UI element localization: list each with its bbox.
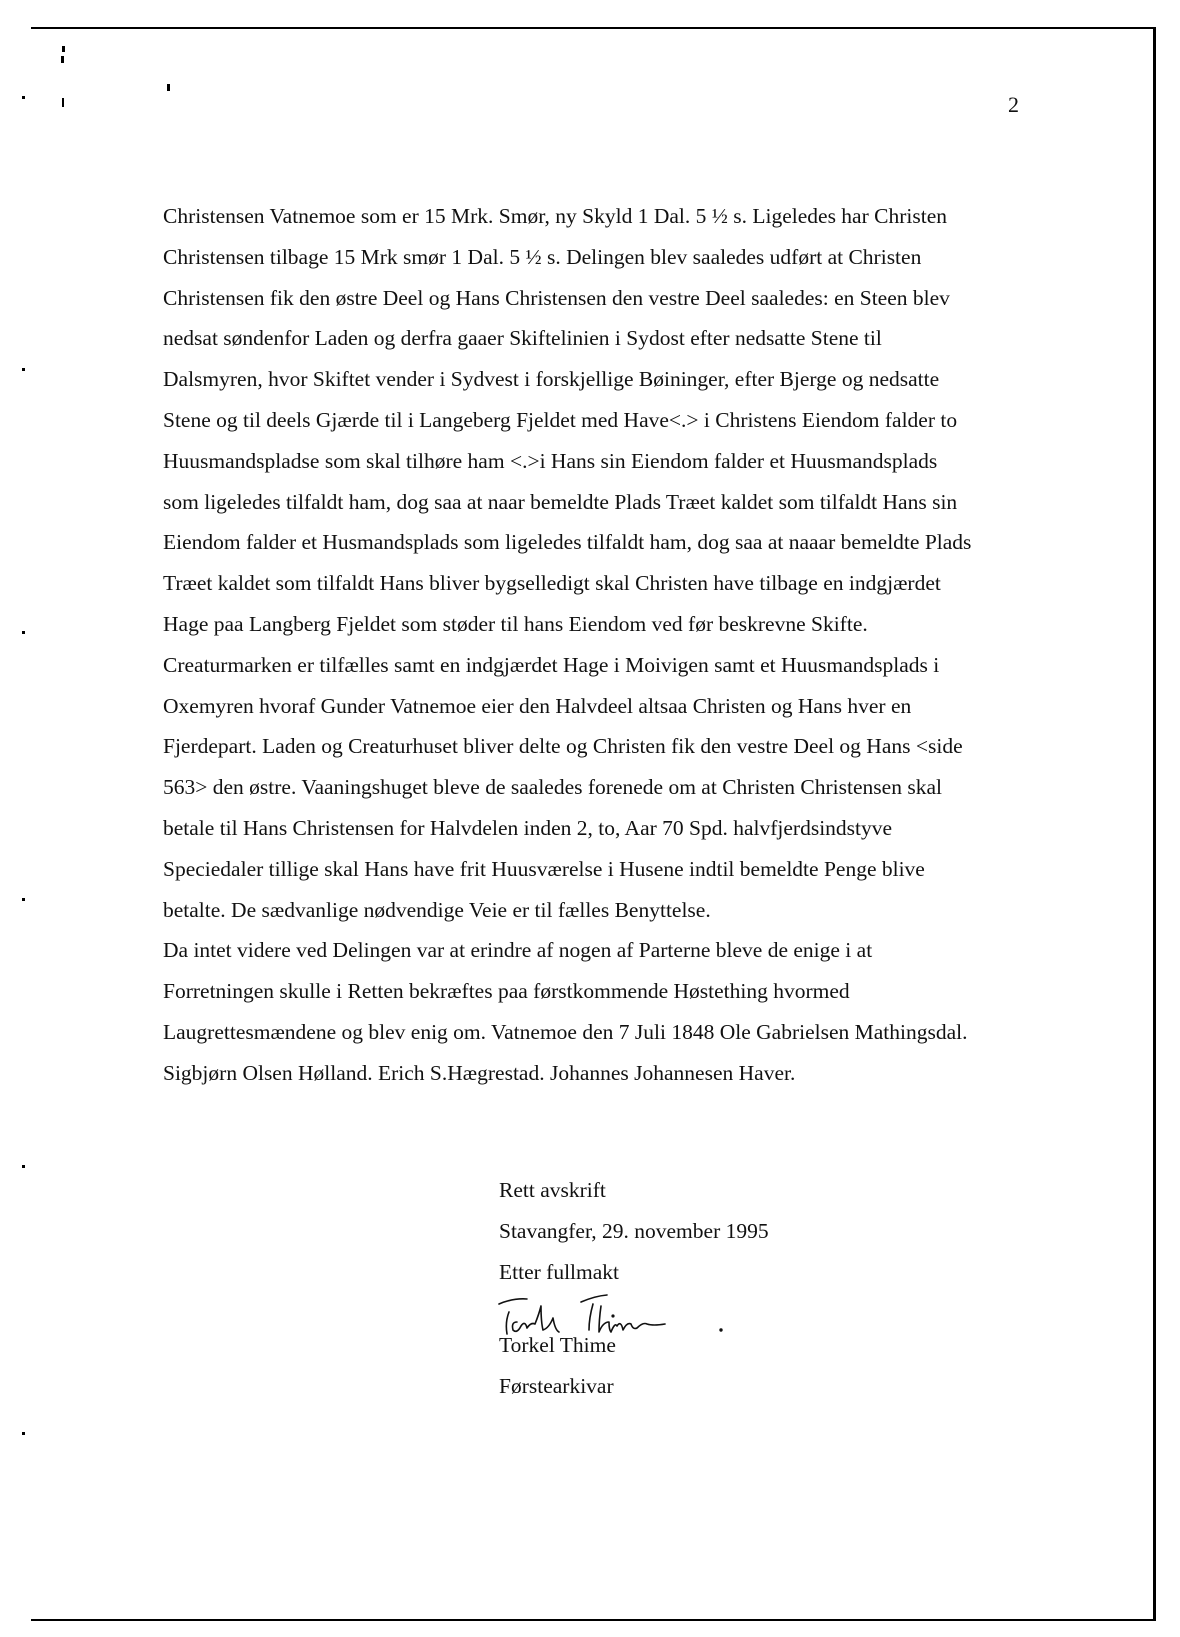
body-line: Huusmandspladse som skal tilhøre ham <.>i Hans sin Eiendom falder et Huusmandsplads [163,448,938,473]
scan-mark [61,56,64,63]
page-number: 2 [1008,92,1019,117]
attestation-heading: Rett avskrift [499,1178,606,1202]
scan-mark [22,1165,25,1168]
body-line: Christensen Vatnemoe som er 15 Mrk. Smør, ny Skyld 1 Dal. 5 ½ s. Ligeledes har Christen [163,204,947,228]
signer-name: Torkel Thime [499,1333,616,1357]
body-line: Creaturmarken er tilfælles samt en indgjærdet Hage i Moivigen samt et Huusmandsplads i [163,652,940,677]
scan-mark [167,84,170,91]
body-line: Træet kaldet som tilfaldt Hans bliver bygselledigt skal Christen have tilbage en indgjærdet [163,571,941,596]
body-line: betalte. De sædvanlige nødvendige Veie er til fælles Benyttelse. [163,897,711,922]
body-line: Stene og til deels Gjærde til i Langeberg Fjeldet med Have<.> i Christens Eiendom falder to [163,407,958,432]
body-line: Speciedaler tillige skal Hans have frit Huusværelse i Husene indtil bemeldte Penge blive [163,856,925,881]
signer-title: Førstearkivar [499,1374,614,1398]
body-line: Hage paa Langberg Fjeldet som støder til hans Eiendom ved før beskrevne Skifte. [163,611,868,636]
body-line: Laugrettesmændene og blev enig om. Vatnemoe den 7 Juli 1848 Ole Gabrielsen Mathingsdal. [163,1019,968,1044]
body-line: Eiendom falder et Husmandsplads som ligeledes tilfaldt ham, dog saa at naaar bemeldte Plads [163,530,972,555]
scan-mark [22,1432,25,1435]
body-line: Fjerdepart. Laden og Creaturhuset bliver delte og Christen fik den vestre Deel og Hans <side [163,734,963,759]
body-line: Sigbjørn Olsen Hølland. Erich S.Hægrestad. Johannes Johannesen Haver. [163,1060,796,1085]
body-line: Christensen tilbage 15 Mrk smør 1 Dal. 5 ½ s. Delingen blev saaledes udført at Christen [163,244,922,269]
body-line: Da intet videre ved Delingen var at erindre af nogen af Parterne bleve de enige i at [163,938,873,963]
body-line: Oxemyren hvoraf Gunder Vatnemoe eier den Halvdeel altsaa Christen og Hans hver en [163,693,912,718]
body-line: nedsat søndenfor Laden og derfra gaaer Skiftelinien i Sydost efter nedsatte Stene til [163,326,882,351]
body-line: 563> den østre. Vaaningshuget bleve de saaledes forenede om at Christen Christensen skal [163,775,942,800]
scan-mark [22,368,25,371]
body-line: Forretningen skulle i Retten bekræftes paa førstkommende Høstething hvormed [163,979,850,1004]
body-line: som ligeledes tilfaldt ham, dog saa at naar bemeldte Plads Træet kaldet som tilfaldt Hans sin [163,489,958,514]
attestation-place-date: Stavangfer, 29. november 1995 [499,1218,769,1243]
body-line: betale til Hans Christensen for Halvdelen inden 2, to, Aar 70 Spd. halvfjerdsindstyve [163,815,893,840]
transcription-body [163,196,1043,1094]
scan-mark [62,98,64,107]
scan-mark [62,46,65,52]
body-line: Christensen fik den østre Deel og Hans Christensen den vestre Deel saaledes: en Steen blev [163,285,950,310]
scan-mark [22,96,25,99]
attestation-block [499,1170,769,1292]
scan-mark [22,898,25,901]
scan-mark [22,631,25,634]
attestation-authority: Etter fullmakt [499,1259,620,1284]
body-line: Dalsmyren, hvor Skiftet vender i Sydvest i forskjellige Bøininger, efter Bjerge og nedsatte [163,367,940,392]
